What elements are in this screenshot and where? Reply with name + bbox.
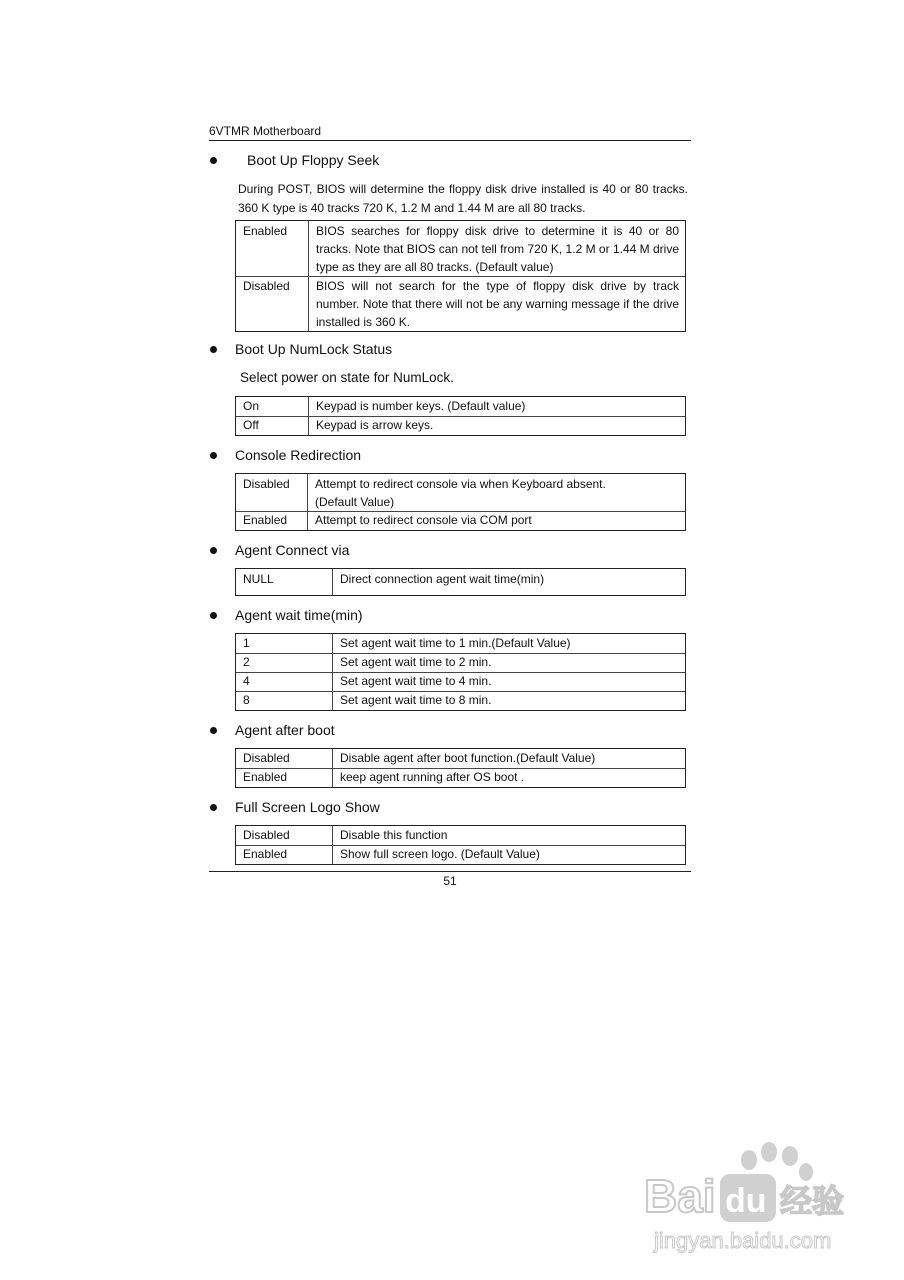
option-cell: NULL	[243, 572, 274, 586]
option-cell: Enabled	[243, 847, 288, 861]
page-number: 51	[443, 874, 457, 888]
table-row	[236, 845, 685, 864]
agent-after-boot-table	[235, 748, 686, 788]
watermark-du: du	[725, 1182, 767, 1220]
section-title: Boot Up Floppy Seek	[247, 152, 380, 168]
section-agent-after-boot-heading	[210, 722, 680, 740]
description-line: (Default Value)	[315, 495, 395, 509]
section-numlock-description: Select power on state for NumLock.	[240, 370, 454, 385]
option-cell: Disabled	[243, 751, 290, 765]
description-cell: BIOS searches for floppy disk drive to determine it is 40 or 80 tracks. Note that BIOS can not tell from 720 K, 1.2 M or 1.44 M drive type as they are all 80 tracks. (Default value)	[316, 224, 679, 274]
table-row	[236, 672, 685, 692]
agent-connect-table	[235, 568, 686, 596]
console-table	[235, 473, 686, 531]
table-row	[236, 397, 685, 417]
description-cell: Disable this function	[340, 828, 448, 842]
option-cell: 2	[243, 655, 250, 669]
section-title: Agent Connect via	[235, 542, 350, 558]
option-cell: Disabled	[243, 279, 290, 293]
section-agent-wait-heading	[210, 607, 680, 625]
watermark-jingyan: 经验	[780, 1182, 845, 1220]
option-cell: Disabled	[243, 477, 290, 491]
description-cell: Disable agent after boot function.(Default Value)	[340, 751, 596, 765]
option-cell: 1	[243, 636, 250, 650]
section-title: Agent after boot	[235, 722, 335, 738]
baidu-watermark-logo	[630, 1140, 860, 1265]
bullet-icon	[210, 547, 217, 554]
bullet-icon	[210, 612, 217, 619]
section-title: Console Redirection	[235, 447, 362, 463]
option-cell: On	[243, 399, 260, 413]
option-cell: Enabled	[243, 513, 288, 527]
table-row	[236, 474, 685, 512]
bullet-icon	[210, 346, 217, 353]
description-cell: Direct connection agent wait time(min)	[340, 572, 545, 586]
bullet-icon	[210, 452, 217, 459]
section-title: Boot Up NumLock Status	[235, 341, 393, 357]
section-title: Full Screen Logo Show	[235, 799, 380, 815]
floppy-table	[235, 220, 686, 332]
description-line: Attempt to redirect console via when Keyboard absent.	[315, 477, 606, 491]
watermark-url: jingyan.baidu.com	[654, 1228, 832, 1253]
description-cell: keep agent running after OS boot .	[340, 770, 525, 784]
table-row	[236, 768, 685, 787]
footer-rule	[209, 871, 691, 872]
description-cell: Keypad is number keys. (Default value)	[316, 399, 526, 413]
logo-table	[235, 825, 686, 865]
section-agent-connect-heading	[210, 542, 680, 560]
option-cell: Disabled	[243, 828, 290, 842]
option-cell: Enabled	[243, 770, 288, 784]
section-title: Agent wait time(min)	[235, 607, 363, 623]
table-row	[236, 826, 685, 846]
agent-wait-table	[235, 633, 686, 711]
table-row	[236, 691, 685, 710]
bullet-icon	[210, 804, 217, 811]
table-row	[236, 653, 685, 673]
table-row	[236, 511, 685, 530]
numlock-table	[235, 396, 686, 436]
table-row	[236, 634, 685, 654]
description-cell: Show full screen logo. (Default Value)	[340, 847, 540, 861]
section-numlock-heading	[210, 341, 680, 359]
table-row	[236, 416, 685, 435]
bullet-icon	[210, 157, 217, 164]
description-cell: Attempt to redirect console via COM port	[315, 513, 532, 527]
option-cell: 8	[243, 693, 250, 707]
section-floppy-heading	[210, 152, 680, 170]
table-row	[236, 569, 685, 595]
description-cell: BIOS will not search for the type of floppy disk drive by track number. Note that there will not be any warning message if the drive installed is 360 K.	[316, 279, 679, 329]
option-cell: Enabled	[243, 224, 288, 238]
section-floppy-description: During POST, BIOS will determine the floppy disk drive installed is 40 or 80 tracks. 360 K type is 40 tracks 720 K, 1.2 M and 1.44 M are all 80 tracks.	[238, 182, 688, 215]
bullet-icon	[210, 727, 217, 734]
table-row	[236, 276, 685, 331]
section-console-heading	[210, 447, 680, 465]
watermark-brand: Bai	[644, 1170, 716, 1222]
description-cell	[315, 475, 679, 511]
page-header	[209, 124, 691, 141]
description-cell: Set agent wait time to 2 min.	[340, 655, 492, 669]
table-row	[236, 221, 685, 277]
description-cell: Set agent wait time to 1 min.(Default Value)	[340, 636, 571, 650]
option-cell: Off	[243, 418, 259, 432]
description-cell: Set agent wait time to 8 min.	[340, 693, 492, 707]
header-title: 6VTMR Motherboard	[209, 124, 322, 138]
option-cell: 4	[243, 674, 250, 688]
description-cell: Set agent wait time to 4 min.	[340, 674, 492, 688]
section-logo-heading	[210, 799, 680, 817]
description-cell: Keypad is arrow keys.	[316, 418, 434, 432]
table-row	[236, 749, 685, 769]
